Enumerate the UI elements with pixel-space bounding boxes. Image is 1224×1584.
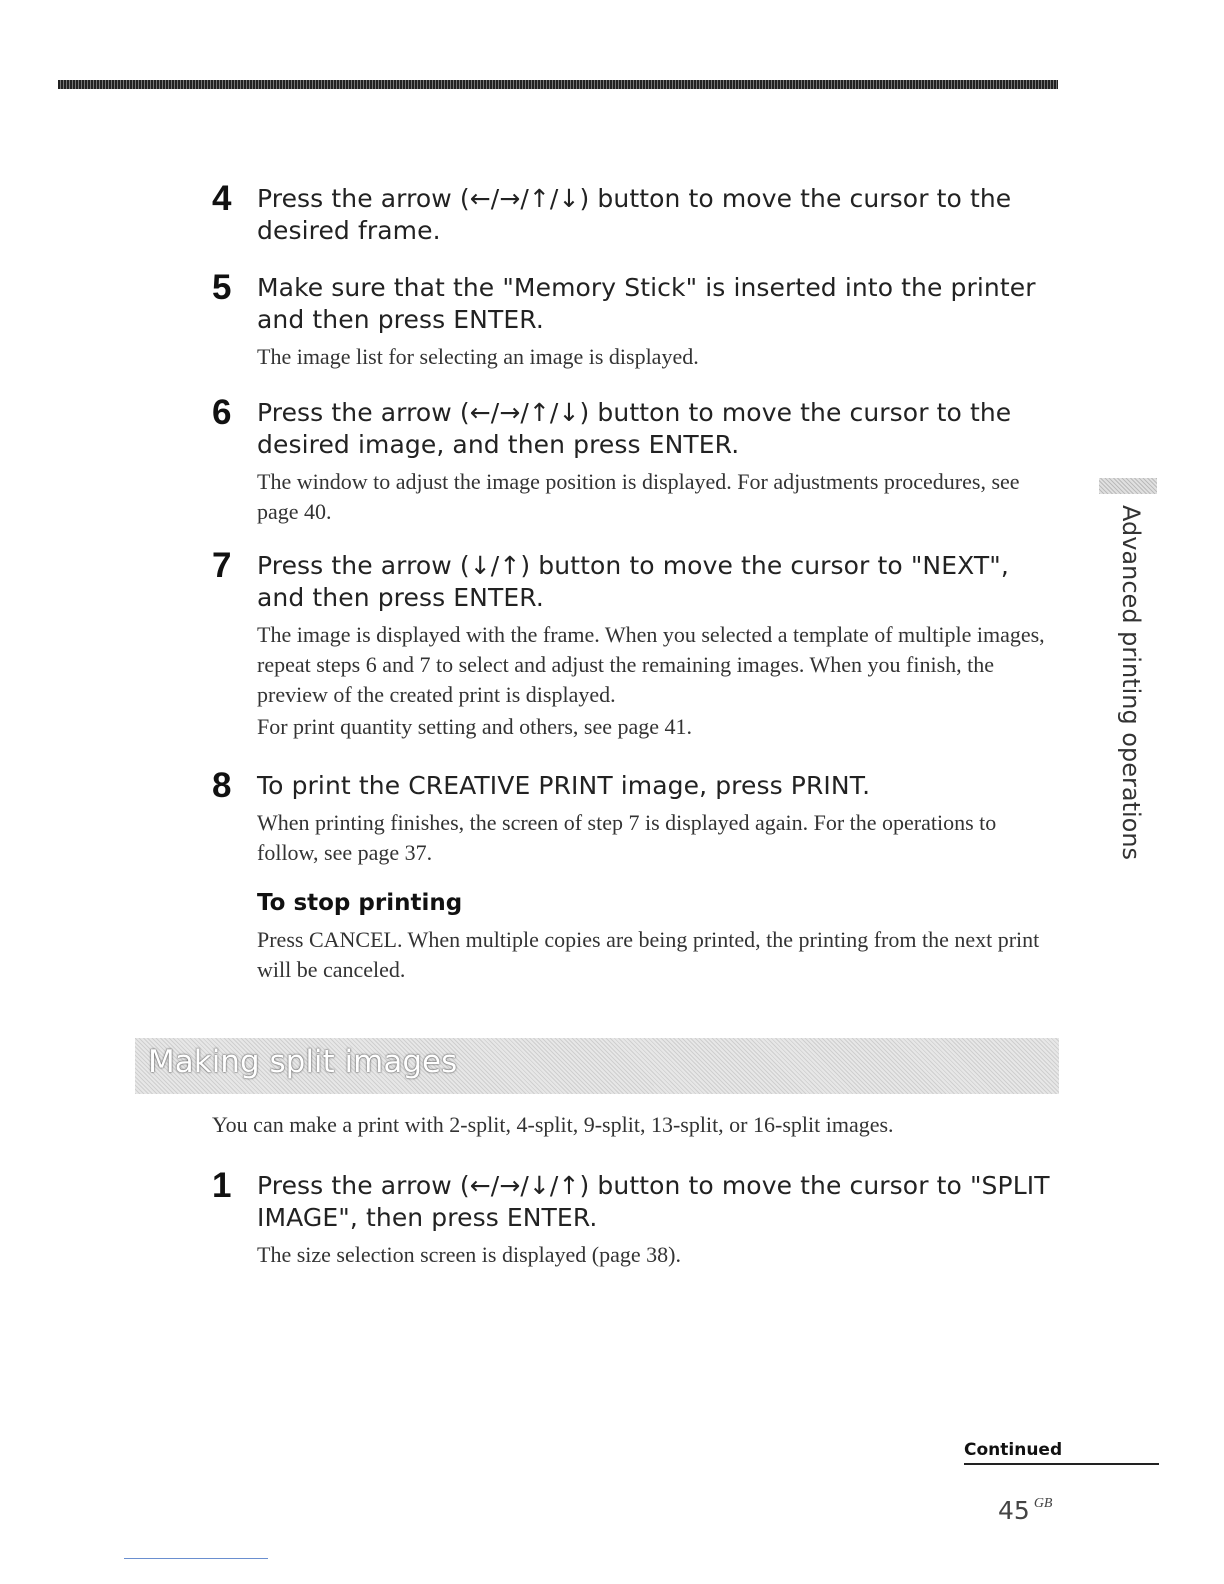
step-4 (0, 179, 1060, 247)
step-number: 7 (212, 546, 232, 585)
step-heading: Press the arrow (↓/↑) button to move the cursor to "NEXT", and then press ENTER. (257, 551, 1009, 612)
step-number: 6 (212, 393, 232, 432)
step-number: 8 (212, 766, 232, 805)
page-number-value: 45 (998, 1496, 1030, 1525)
stop-printing-heading: To stop printing (257, 890, 463, 916)
bottom-line (124, 1558, 268, 1559)
step-paragraph: The size selection screen is displayed (page 38). (257, 1242, 681, 1267)
section-intro: You can make a print with 2-split, 4-split, 9-split, 13-split, or 16-split images. (212, 1112, 894, 1137)
step-heading: Press the arrow (←/→/↑/↓) button to move the cursor to the desired frame. (257, 184, 1012, 245)
step-heading: Press the arrow (←/→/↓/↑) button to move the cursor to "SPLIT IMAGE", then press ENTER. (257, 1171, 1050, 1232)
top-rule (58, 80, 1058, 89)
step-paragraph: The window to adjust the image position is displayed. For adjustments procedures, see page 40. (257, 469, 1020, 524)
step-body (257, 342, 1047, 372)
stop-printing-body: Press CANCEL. When multiple copies are being printed, the printing from the next print will be canceled. (257, 927, 1040, 982)
step-5 (0, 268, 1060, 374)
step-body (257, 1240, 1047, 1270)
step-body (257, 467, 1047, 527)
step-7 (0, 546, 1060, 744)
step-heading: To print the CREATIVE PRINT image, press PRINT. (257, 771, 871, 800)
page-number (998, 1496, 1052, 1525)
section-title: Making split images (148, 1044, 458, 1080)
step-body (257, 620, 1047, 742)
step-number: 5 (212, 268, 232, 307)
step-heading: Make sure that the "Memory Stick" is inserted into the printer and then press ENTER. (257, 273, 1036, 334)
step-6 (0, 393, 1060, 529)
side-tab-marker (1099, 478, 1157, 494)
step-paragraph: The image list for selecting an image is displayed. (257, 344, 699, 369)
page-number-suffix: GB (1033, 1496, 1053, 1511)
step-paragraph: When printing finishes, the screen of step 7 is displayed again. For the operations to follow, see page 37. (257, 810, 997, 865)
continued-rule (964, 1463, 1159, 1465)
side-section-label: Advanced printing operations (1117, 505, 1145, 861)
continued-label: Continued (964, 1440, 1063, 1460)
step-8 (0, 766, 1060, 870)
step-body (257, 808, 1047, 868)
step-1 (0, 1166, 1060, 1272)
step-paragraph: The image is displayed with the frame. When you selected a template of multiple images, repeat steps 6 and 7 to select and adjust the remaining images. When you finish, the preview of the created print is displayed. (257, 622, 1045, 707)
step-number: 4 (212, 179, 232, 218)
step-heading: Press the arrow (←/→/↑/↓) button to move the cursor to the desired image, and then press ENTER. (257, 398, 1012, 459)
step-paragraph: For print quantity setting and others, see page 41. (257, 714, 693, 739)
step-number: 1 (212, 1166, 232, 1205)
